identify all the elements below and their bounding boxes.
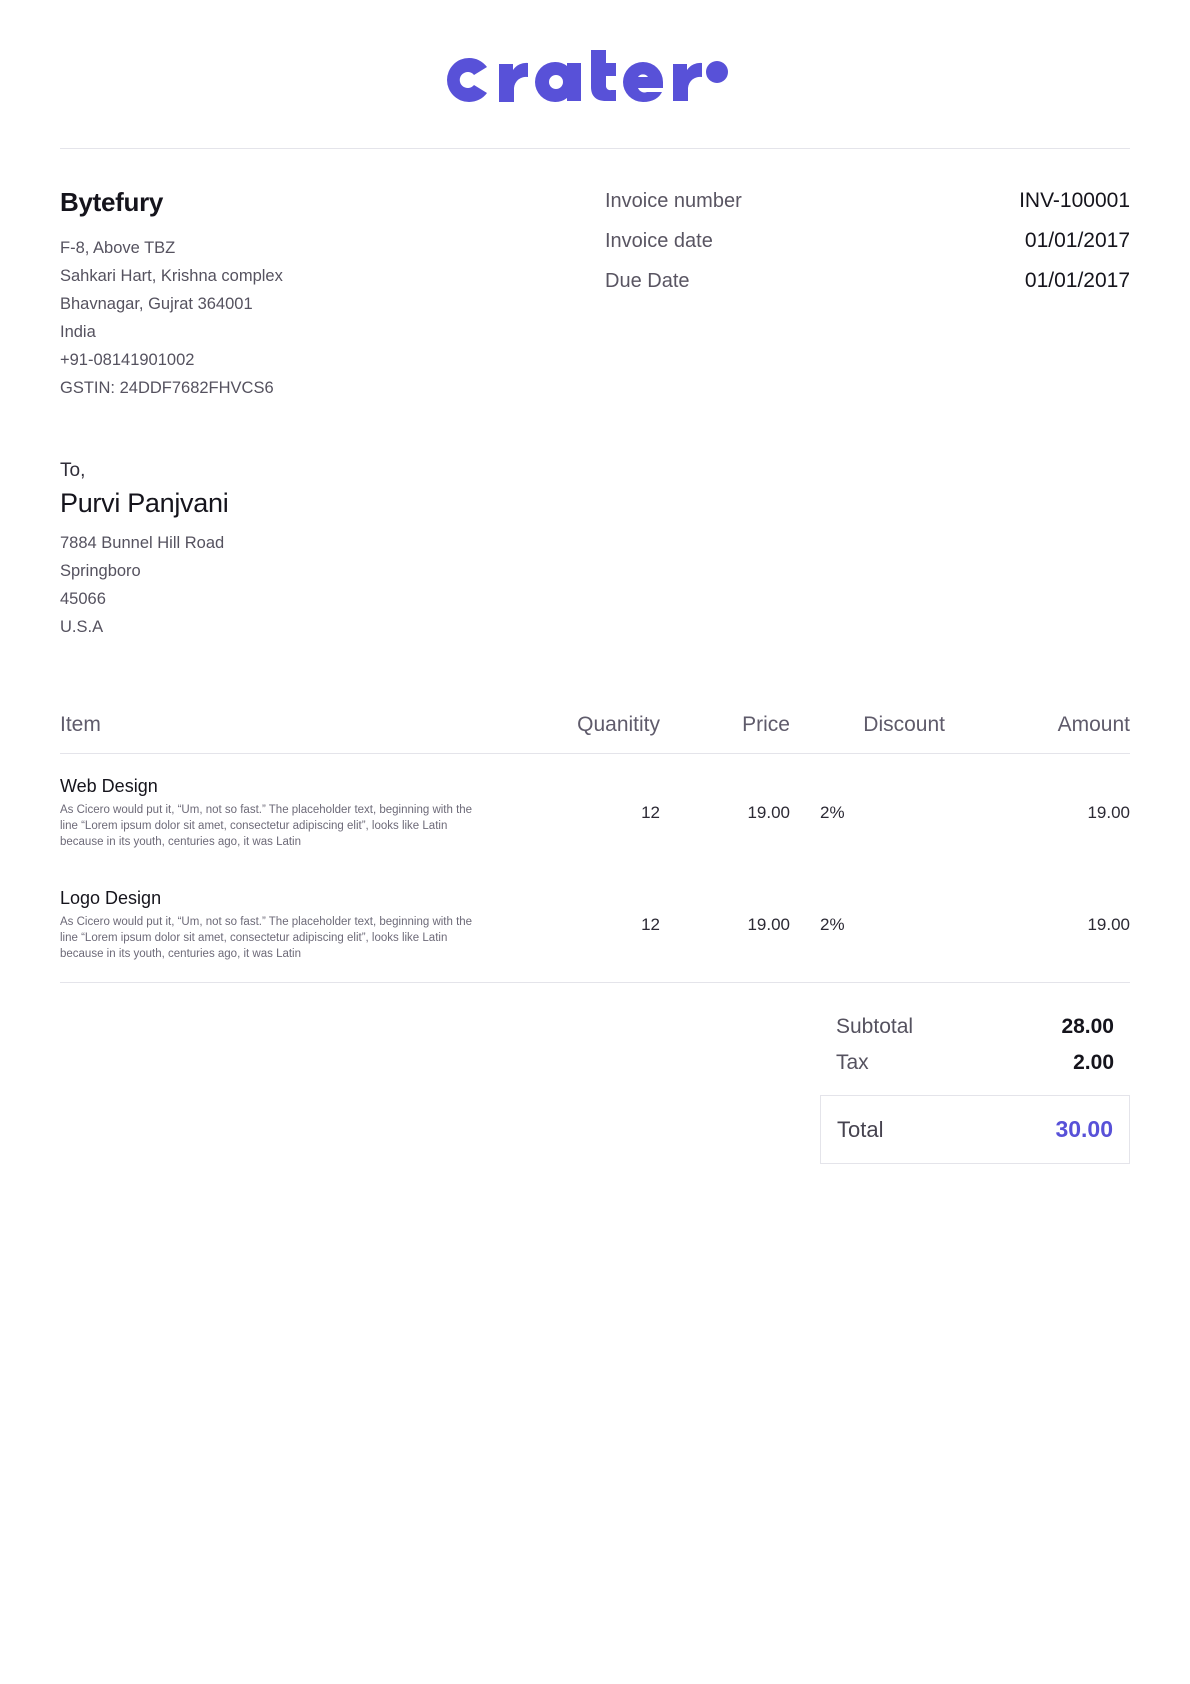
table-body [60,754,1130,983]
item-amount: 19.00 [1087,803,1130,822]
company-block [60,187,605,402]
total-row [820,1095,1130,1164]
column-header-quantity: Quanitity [577,713,660,736]
bill-to-label: To, [60,460,86,481]
invoice-meta [605,187,1130,402]
item-discount: 2% [820,803,845,822]
bill-to-address-line: Springboro [60,562,141,580]
item-discount: 2% [820,915,845,934]
company-address-line: Bhavnagar, Gujrat 364001 [60,295,253,313]
company-phone: +91-08141901002 [60,351,195,369]
company-address-line: Sahkari Hart, Krishna complex [60,267,283,285]
due-date-value: 01/01/2017 [1024,269,1130,292]
total-label: Total [837,1117,884,1142]
bill-to-address-line: U.S.A [60,618,104,636]
invoice-number-row [605,189,1130,213]
due-date-label: Due Date [605,270,690,292]
item-cell [60,888,530,962]
bill-to-name: Purvi Panjvani [60,488,229,518]
brand-logo [0,0,1190,148]
column-header-amount: Amount [1057,713,1130,736]
item-description: As Cicero would put it, “Um, not so fast.” The placeholder text, beginning with the line “Lorem ipsum dolor sit amet, consectetur adipiscing elit”, looks like Latin because in its youth, centuries ago, it was Latin [60,804,473,848]
subtotal-row [820,1009,1130,1045]
subtotal-label: Subtotal [836,1015,914,1038]
item-quantity: 12 [641,803,660,822]
crater-logo-icon [435,42,755,118]
bill-to-address-line: 45066 [60,590,106,608]
subtotal-value: 28.00 [1061,1015,1114,1038]
item-title: Logo Design [60,888,162,908]
due-date-row [605,269,1130,293]
total-value: 30.00 [1055,1116,1113,1142]
company-name: Bytefury [60,187,164,217]
item-quantity: 12 [641,915,660,934]
table-row [60,754,1130,870]
items-table [60,713,1130,983]
invoice-date-value: 01/01/2017 [1024,229,1130,252]
tax-value: 2.00 [1073,1051,1114,1074]
item-amount: 19.00 [1087,915,1130,934]
item-price: 19.00 [747,803,790,822]
column-header-item: Item [60,713,101,736]
item-price: 19.00 [747,915,790,934]
company-address-line: F-8, Above TBZ [60,239,176,257]
invoice-date-row [605,229,1130,253]
company-gstin: GSTIN: 24DDF7682FHVCS6 [60,379,274,397]
item-title: Web Design [60,776,158,796]
tax-label: Tax [836,1051,869,1074]
bill-to-address-line: 7884 Bunnel Hill Road [60,534,225,552]
item-cell [60,776,530,850]
invoice-number-value: INV-100001 [1019,189,1130,212]
totals-block [60,1009,1130,1164]
column-header-price: Price [742,713,790,736]
company-address-line: India [60,323,96,341]
table-row [60,870,1130,982]
invoice-date-label: Invoice date [605,230,713,252]
bill-to-block [0,402,1190,641]
item-description: As Cicero would put it, “Um, not so fast.” The placeholder text, beginning with the line “Lorem ipsum dolor sit amet, consectetur adipiscing elit”, looks like Latin because in its youth, centuries ago, it was Latin [60,916,473,960]
tax-row [820,1045,1130,1081]
invoice-number-label: Invoice number [605,190,742,212]
invoice-header [0,149,1190,402]
column-header-discount: Discount [863,713,945,736]
table-header-row [60,713,1130,754]
